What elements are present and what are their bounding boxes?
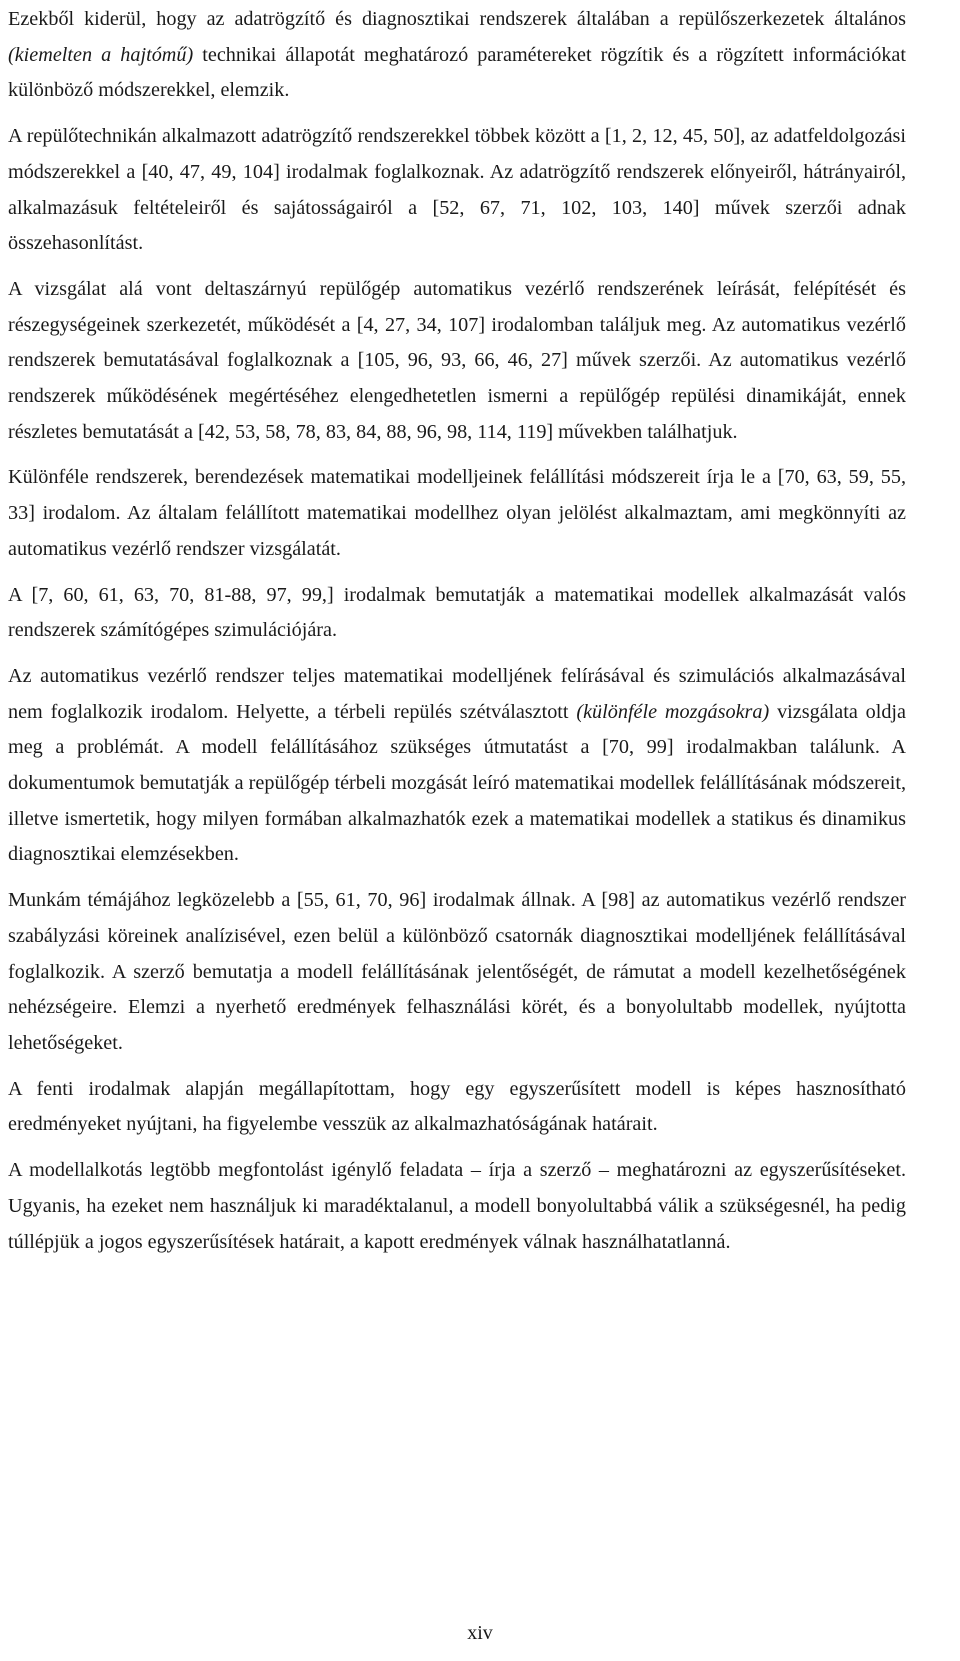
paragraph-9-text: A modellalkotás legtöbb megfontolást igénylő feladata – írja a szerző – meghatározni az egyszerűsítéseket. Ugyanis, ha ezeket nem használjuk ki maradéktalanul, a modell bonyolultabbá válik a szükségesnél, ha pedig túllépjük a jogos egyszerűsítések határait, a kapott eredmények válnak használhatatlanná.	[8, 1159, 906, 1253]
paragraph-6-text-2: vizsgálata oldja meg a problémát. A modell felállításához szükséges útmutatást a [70, 99] irodalmakban találunk. A dokumentumok bemutatják a repülőgép térbeli mozgását leíró matematikai modellek felállításának módszereit, illetve ismertetik, hogy milyen formában alkalmazhatók ezek a matematikai modellek a statikus és dinamikus diagnosztikai elemzésekben.	[8, 700, 906, 866]
paragraph-7	[8, 883, 906, 1062]
page-number: xiv	[467, 1622, 493, 1644]
paragraph-5	[8, 578, 906, 649]
paragraph-1-italic-text: (kiemelten a hajtómű)	[8, 43, 194, 66]
paragraph-6-text-1: Az automatikus vezérlő rendszer teljes matematikai modelljének felírásával és szimulációs alkalmazásával nem foglalkozik irodalom. Helyette, a térbeli repülés szétválasztott	[8, 664, 906, 723]
paragraph-8	[8, 1072, 906, 1143]
paragraph-3-text: A vizsgálat alá vont deltaszárnyú repülőgép automatikus vezérlő rendszerének leírását, felépítését és részegységeinek szerkezetét, működését a [4, 27, 34, 107] irodalomban találjuk meg. Az automatikus vezérlő rendszerek bemutatásával foglalkoznak a [105, 96, 93, 66, 46, 27] művek szerzői. Az automatikus vezérlő rendszerek működésének megértéséhez elengedhetetlen ismerni a repülőgép repülési dinamikáját, ennek részletes bemutatását a [42, 53, 58, 78, 83, 84, 88, 96, 98, 114, 119] művekben találhatjuk.	[8, 277, 906, 443]
paragraph-4	[8, 460, 906, 567]
paragraph-5-text: A [7, 60, 61, 63, 70, 81-88, 97, 99,] irodalmak bemutatják a matematikai modellek alkalmazását valós rendszerek számítógépes szimulációjára.	[8, 583, 906, 642]
paragraph-1-text-1: Ezekből kiderül, hogy az adatrögzítő és diagnosztikai rendszerek általában a repülőszerkezetek általános	[8, 8, 906, 30]
paragraph-8-text: A fenti irodalmak alapján megállapítottam, hogy egy egyszerűsített modell is képes hasznosítható eredményeket nyújtani, ha figyelembe vesszük az alkalmazhatóságának határait.	[8, 1077, 906, 1136]
paragraph-1	[8, 2, 906, 109]
paragraph-6	[8, 659, 906, 873]
paragraph-4-text: Különféle rendszerek, berendezések matematikai modelljeinek felállítási módszereit írja le a [70, 63, 59, 55, 33] irodalom. Az általam felállított matematikai modellhez olyan jelölést alkalmaztam, ami megkönnyíti az automatikus vezérlő rendszer vizsgálatát.	[8, 466, 906, 560]
document-body	[8, 0, 906, 1270]
paragraph-7-text: Munkám témájához legközelebb a [55, 61, 70, 96] irodalmak állnak. A [98] az automatikus vezérlő rendszer szabályzási köreinek analízisével, ezen belül a különböző csatornák diagnosztikai modelljének felállításával foglalkozik. A szerző bemutatja a modell felállításának jelentőségét, de rámutat a modell kezelhetőségének nehézségeire. Elemzi a nyerhető eredmények felhasználási körét, és a bonyolultabb modellek, nyújtotta lehetőségeket.	[8, 889, 906, 1054]
paragraph-9	[8, 1153, 906, 1260]
paragraph-3	[8, 272, 906, 451]
paragraph-6-italic-text: (különféle mozgásokra)	[576, 700, 770, 723]
paragraph-1-text-2: technikai állapotát meghatározó paramétereket rögzítik és a rögzített információkat különböző módszerekkel, elemzik.	[8, 43, 906, 102]
paragraph-2-text: A repülőtechnikán alkalmazott adatrögzítő rendszerekkel többek között a [1, 2, 12, 45, 50], az adatfeldolgozási módszerekkel a [40, 47, 49, 104] irodalmak foglalkoznak. Az adatrögzítő rendszerek előnyeiről, hátrányairól, alkalmazásuk feltételeiről és sajátosságairól a [52, 67, 71, 102, 103, 140] művek szerzői adnak összehasonlítást.	[8, 125, 906, 255]
paragraph-2	[8, 119, 906, 262]
